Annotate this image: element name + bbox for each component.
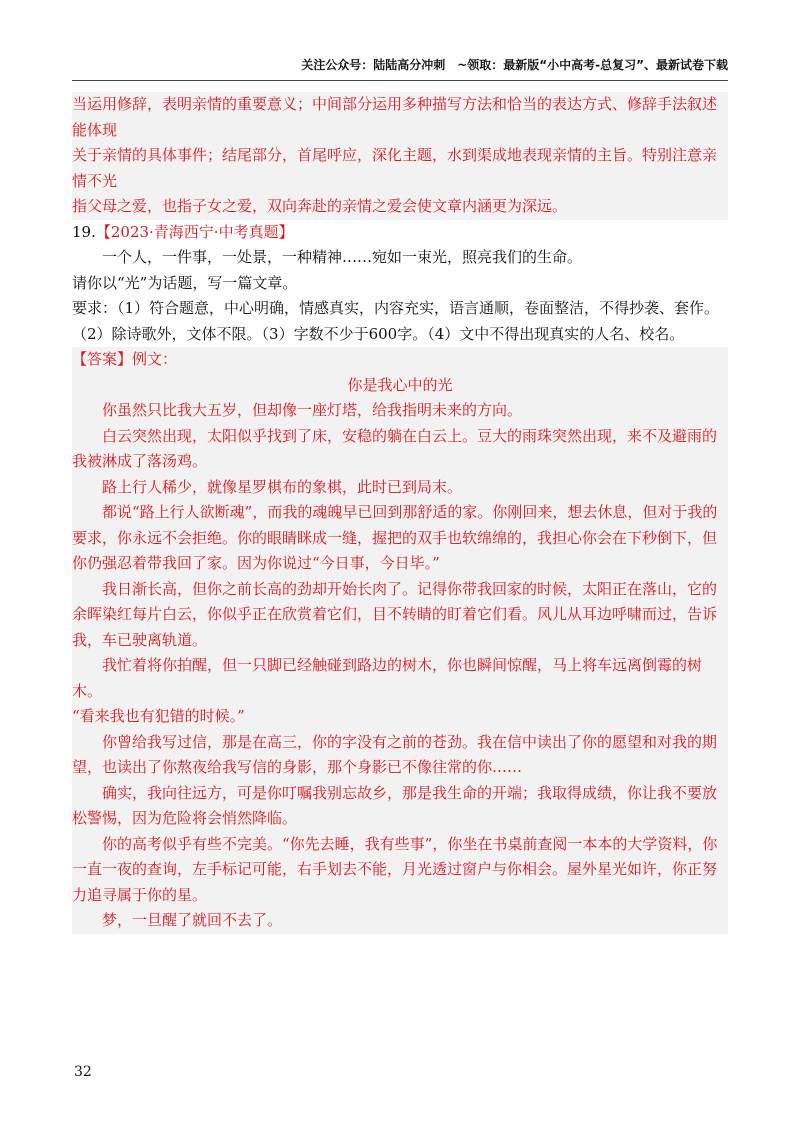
essay-paragraph: 都说“路上行人欲断魂”，而我的魂魄早已回到那舒适的家。你刚回来，想去休息，但对于我的要求，你永远不会拒绝。你的眼睛眯成一缝，握把的双手也软绵绵的，我担心你会在下秒倒下，但你仍强忍着带我回了家。因为你说过“今日事，今日毕。” — [72, 503, 718, 572]
previous-answer-line: 当运用修辞，表明亲情的重要意义；中间部分运用多种描写方法和恰当的表达方式、修辞手法叙述能体现 — [72, 95, 718, 139]
answer-heading — [72, 347, 728, 373]
question-heading — [72, 220, 728, 246]
answer-block — [72, 347, 728, 934]
essay-paragraph: 我忙着将你拍醒，但一只脚已经触碰到路边的树木，你也瞬间惊醒，马上将车远离倒霉的树木。 — [72, 656, 703, 700]
document-body — [72, 92, 728, 934]
question-prompt: 一个人，一件事，一处景，一种精神……宛如一束光，照亮我们的生命。 — [102, 248, 583, 266]
page-number: 32 — [74, 1064, 92, 1080]
header-rule — [72, 80, 728, 81]
previous-answer-block — [72, 92, 728, 220]
essay-paragraph: 你虽然只比我大五岁，但却像一座灯塔，给我指明未来的方向。 — [102, 401, 523, 419]
essay-paragraph: 梦，一旦醒了就回不去了。 — [102, 911, 283, 929]
essay-title: 你是我心中的光 — [347, 375, 453, 394]
essay-paragraph: 你的高考似乎有些不完美。“你先去睡，我有些事”，你坐在书桌前查阅一本本的大学资料，你一直一夜的查询，左手标记可能，右手划去不能，月光透过窗户与你相会。屋外星光如许，你正努力追寻属于你的星。 — [72, 834, 718, 904]
question-instruction: 请你以“光”为话题，写一篇文章。 — [72, 273, 298, 292]
previous-answer-line: 关于亲情的具体事件；结尾部分，首尾呼应，深化主题，水到渠成地表现亲情的主旨。特别注意亲情不光 — [72, 146, 718, 190]
essay-paragraph: 路上行人稀少，就像星罗棋布的象棋，此时已到局末。 — [102, 477, 463, 496]
answer-label: 【答案】 — [72, 350, 133, 368]
essay-paragraph: 我日渐长高，但你之前长高的劲却开始长肉了。记得你带我回家的时候，太阳正在落山，它的余晖染红每片白云，你似乎正在欣赏着它们，目不转睛的盯着它们看。风儿从耳边呼啸而过，告诉我，车已驶离轨道。 — [72, 579, 718, 649]
question-source: 【2023·青海西宁·中考真题】 — [95, 222, 294, 241]
page-header: 关注公众号：陆陆高分冲刺 ~领取：最新版“小中高考-总复习”、最新试卷下载 — [301, 58, 728, 72]
essay-paragraph: “看来我也有犯错的时候。” — [72, 707, 245, 725]
question-number: 19. — [72, 222, 96, 241]
previous-answer-line: 指父母之爱，也指子女之爱，双向奔赴的亲情之爱会使文章内涵更为深远。 — [72, 197, 568, 215]
essay-paragraph: 确实，我向往远方，可是你叮嘱我别忘故乡，那是我生命的开端；我取得成绩，你让我不要放松警惕，因为危险将会悄然降临。 — [72, 783, 718, 827]
answer-label-suffix: 例文： — [132, 350, 178, 368]
essay-paragraph: 你曾给我写过信，那是在高三，你的字没有之前的苍劲。我在信中读出了你的愿望和对我的期望，也读出了你熬夜给我写信的身影，那个身影已不像往常的你…… — [72, 732, 718, 776]
question-requirements: 要求：（1）符合题意，中心明确，情感真实，内容充实，语言通顺，卷面整洁，不得抄袭、套作。（2）除诗歌外，文体不限。（3）字数不少于600字。（4）文中不得出现真实的人名、校名。 — [72, 299, 720, 343]
essay-paragraph: 白云突然出现，太阳似乎找到了床，安稳的躺在白云上。豆大的雨珠突然出现，来不及避雨的我被淋成了落汤鸡。 — [72, 426, 718, 470]
